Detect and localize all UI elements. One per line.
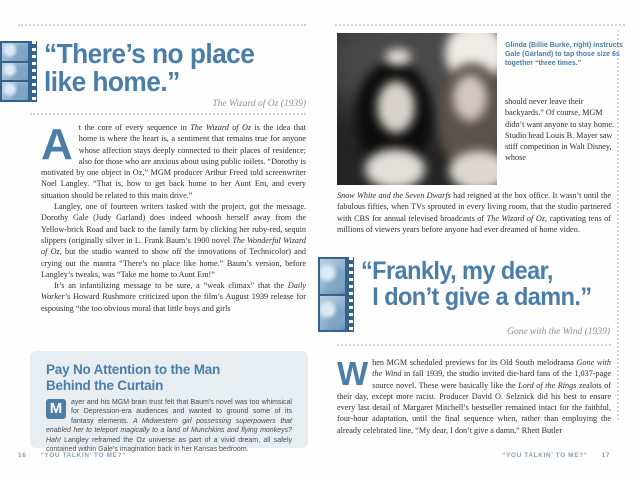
footer-right [502, 452, 610, 459]
text-segment-italic: Lord of the Rings [518, 380, 577, 390]
text-segment: ’s Howard Rushmore criticized upon the film’s August 1939 release for espousing “the too obvious moral that little boys and girls [41, 292, 306, 313]
paragraph [337, 190, 611, 235]
photo-shape [453, 75, 487, 121]
photo-shape [385, 49, 411, 65]
running-head: “YOU TALKIN’ TO ME?” [502, 452, 588, 459]
left-body-column [41, 122, 306, 314]
sidebar-title-line: Pay No Attention to the Man [46, 362, 221, 377]
dropcap-a: A [41, 120, 73, 169]
text-segment: ayer and his MGM brain trust felt that Baum’s novel was too whimsical for Depression-era audiences and wanted to ground some of its fantasy elements. [71, 399, 292, 425]
sidebar-title [46, 362, 292, 393]
quote-headline-wizard-of-oz [44, 40, 254, 96]
photo-caption: Glinda (Billie Burke, right) instructs Gale (Garland) to tap those size 6s together “three times.” [505, 42, 623, 68]
quote-line: like home.” [44, 66, 180, 97]
text-segment: It’s an infantilizing message to be sure, a “weak climax” that the [54, 281, 288, 291]
edge-dotted-rule [617, 30, 619, 420]
film-frame [2, 63, 28, 81]
top-dotted-rule-right [335, 24, 625, 26]
film-sprocket-holes [349, 257, 353, 332]
paragraph [41, 201, 306, 280]
quote-line: “There’s no place [44, 38, 255, 69]
quote-headline-gone-with-the-wind [361, 258, 592, 310]
text-segment: Langley, one of fourteen writers tasked with the project, got the message. Dorothy Gale (Judy Garland) does indeed whoosh herself away from the Yellow-brick Road and back to the family farm by clicking her ruby-red, sequin slippers (originally silver in L. Frank Baum’s 1900 novel [41, 202, 306, 245]
text-segment-italic: The Wizard of Oz [190, 123, 252, 132]
right-body-column [337, 357, 611, 436]
dropcap-m: M [46, 399, 66, 419]
top-dotted-rule-left [18, 24, 306, 26]
film-frames [318, 257, 347, 332]
text-segment: in fall 1939, the studio invited die-hard fans of the 1,037-page source novel. These were basically like the [372, 369, 611, 390]
paragraph [41, 122, 306, 201]
text-segment: Langley reframed the Oz universe as part of a vivid dream, all safely contained within Gale’s imagination back in her Kansas bedroom. [46, 436, 292, 454]
film-frame [320, 296, 345, 331]
right-narrow-column [505, 96, 615, 164]
text-segment-italic: The Wonderful Wizard of Oz [41, 235, 306, 257]
photo-wizard-of-oz-still [337, 33, 497, 185]
sidebar-box-man-behind-curtain [30, 351, 308, 454]
quote-attribution: Gone with the Wind (1939) [507, 327, 610, 337]
dotted-rule [337, 344, 611, 346]
paragraph [41, 280, 306, 314]
film-strip-icon [0, 41, 37, 102]
text-segment: hen MGM scheduled previews for its Old South melodrama [372, 358, 577, 367]
sidebar-title-line: Behind the Curtain [46, 377, 164, 393]
text-segment: zealots of their day, except more racist. Producer David O. Selznick did his best to ensure every last detail of Margaret Mitchell’s bestseller remained intact for the faithful, four-hour adaptation, until the final sequence when, rather than employing the already celebrated line, “My dear, I don’t give a damn,” Rhett Butler [337, 380, 611, 435]
quote-attribution: The Wizard of Oz (1939) [212, 99, 306, 109]
text-segment-italic: The Wizard of Oz [486, 213, 545, 223]
page-number: 17 [601, 452, 610, 459]
text-segment: had reigned at the box office. It wasn’t until the fabulous fifties, when TVs sprouted in every living room, that the studio partnered with CBS for annual televised broadcasts of [337, 191, 612, 223]
text-segment: , but the studio wanted to show off the innovations of Technicolor) and crying out the mantra “There’s no place like home.” Baum’s version, before Langley’s tweaks, was “Take me home to Aunt Em!” [41, 247, 307, 279]
page-number: 16 [18, 452, 27, 459]
dropcap-w: W [337, 355, 368, 392]
text-segment: is the idea that home is where the heart is, a sentiment that remains true for anyone whose affection stays deeply connected to their places of residence; also for those who are anxious about using public toilets. “Dorothy is motivated by one object in Oz,” MGM producer Arthur Freed told screenwriter Noel Langley. “That is, how to get back home to her Aunt Em, and every situation should be related to this main drive.” [41, 123, 306, 200]
text-segment-italic: Snow White and the Seven Dwarfs [337, 191, 451, 200]
paragraph-below-photo [337, 190, 611, 235]
paragraph: should never leave their backyards.” Of course, MGM didn’t want anyone to stay home. Studio head Louis B. Mayer saw stiff competition in Walt Disney, whose [505, 97, 614, 163]
text-segment: t the core of every sequence in [78, 123, 191, 132]
quote-line: “Frankly, my dear, [361, 257, 553, 285]
photo-shape [377, 81, 415, 133]
film-sprocket-holes [32, 41, 36, 102]
text-segment-italic: A Midwestern girl possessing superpowers that enabled her to teleport magically to a land of Munchkins and flying monkeys? Hah! [46, 417, 292, 444]
dotted-rule [30, 113, 306, 115]
film-frame [320, 259, 345, 294]
text-segment: , captivating tens of millions of viewers years before anyone had ever dreamed of home video. [337, 213, 612, 234]
text-segment-italic: Daily Worker [41, 281, 306, 302]
quote-line: I don’t give a damn.” [372, 283, 592, 311]
film-frame [2, 43, 28, 61]
paragraph [337, 357, 611, 436]
text-segment-italic: Gone with the Wind [372, 358, 611, 379]
photo-shape [365, 149, 425, 185]
footer-left [18, 452, 126, 459]
film-strip-icon [318, 257, 354, 332]
film-frame [2, 82, 28, 100]
running-head: “YOU TALKIN’ TO ME?” [40, 452, 126, 459]
film-frames [0, 41, 30, 102]
sidebar-text [46, 398, 292, 454]
